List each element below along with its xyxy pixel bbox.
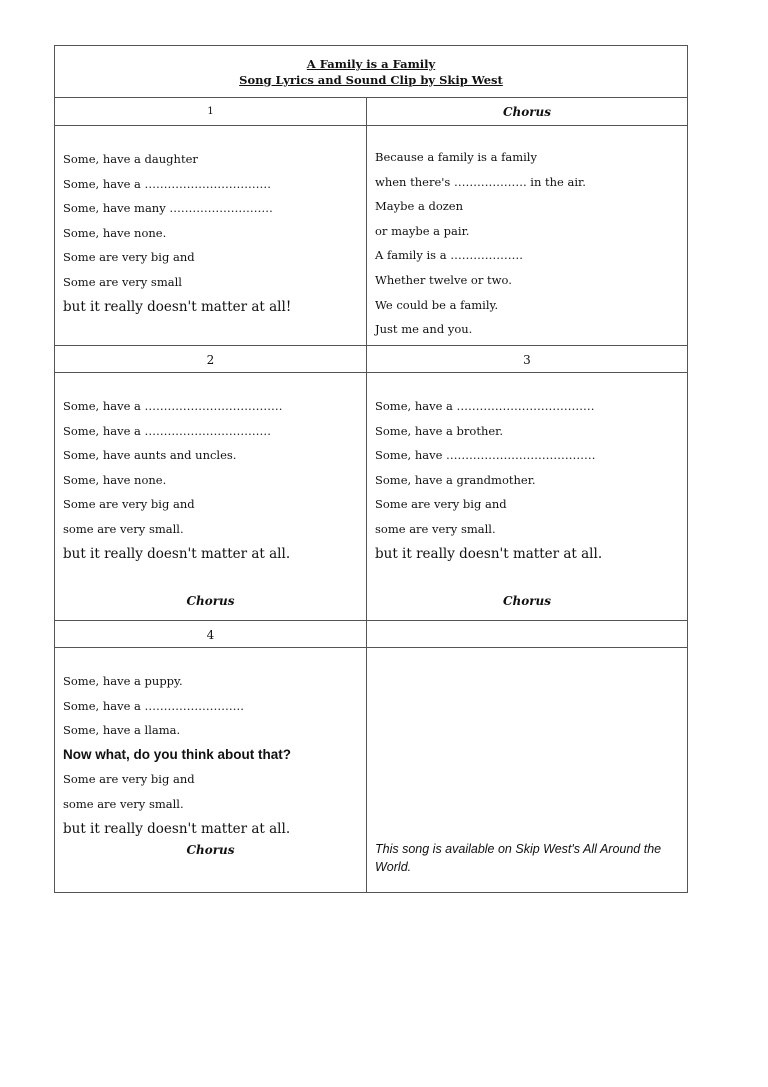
lyric-line: Some, have a ………………………………	[375, 399, 595, 413]
title-block	[55, 46, 687, 98]
lyric-line: Some, have many ………………………	[63, 201, 273, 216]
lyric-line: Some, have none.	[63, 225, 167, 240]
lyric-line: Some, have a ……………………………	[63, 423, 272, 438]
lyric-line: but it really doesn't matter at all!	[63, 298, 292, 315]
lyric-line: Now what, do you think about that?	[63, 746, 291, 762]
content-row-3	[55, 648, 687, 892]
chorus-lyrics	[367, 126, 687, 345]
lyric-line: A family is a ……………….	[375, 248, 523, 263]
verse-4-number: 4	[55, 621, 367, 648]
verse-4	[55, 648, 367, 892]
song-title: A Family is a Family	[306, 56, 436, 71]
lyric-line: but it really doesn't matter at all.	[375, 545, 603, 562]
lyric-line: Some are very big and	[63, 497, 195, 512]
lyric-line: Some, have a puppy.	[63, 674, 183, 688]
lyric-line: We could be a family.	[375, 297, 499, 312]
header-row-3	[55, 621, 687, 648]
lyric-line: Some, have a ……………………………	[63, 176, 272, 191]
verse-1-number: 1	[55, 98, 367, 125]
chorus-heading: Chorus	[502, 104, 552, 119]
chorus-label: Chorus	[186, 594, 235, 609]
lyric-line: when there's ………………. in the air.	[375, 174, 586, 189]
lyric-line: but it really doesn't matter at all.	[63, 820, 291, 837]
empty-header-cell	[367, 621, 687, 648]
verse-3	[367, 373, 687, 620]
song-credit: Song Lyrics and Sound Clip by Skip West	[239, 72, 503, 87]
note-cell	[367, 648, 687, 892]
lyrics-table	[54, 45, 688, 893]
header-row-1	[55, 98, 687, 126]
lyric-line: Some are very small	[63, 274, 182, 289]
lyric-line: Some, have a ………………………………	[63, 399, 283, 413]
lyric-line: but it really doesn't matter at all.	[63, 545, 291, 562]
verse-1	[55, 126, 367, 345]
content-row-2	[55, 373, 687, 621]
chorus-label: Chorus	[502, 594, 552, 609]
lyric-line: Some are very big and	[63, 250, 195, 265]
lyric-line: Just me and you.	[375, 322, 473, 337]
lyric-line: Some are very big and	[375, 497, 507, 512]
chorus-label: Chorus	[186, 843, 235, 858]
lyric-line: Some, have a grandmother.	[375, 472, 536, 487]
lyric-line: or maybe a pair.	[375, 223, 470, 238]
verse-2	[55, 373, 367, 620]
lyric-line: Some, have none.	[63, 472, 167, 487]
availability-note: This song is available on Skip West's All Around the World.	[375, 842, 662, 874]
lyric-line: Some, have …………………………………	[375, 448, 596, 463]
lyric-line: Some, have a brother.	[375, 423, 504, 438]
lyric-line: Whether twelve or two.	[375, 272, 512, 287]
header-row-2	[55, 346, 687, 373]
lyric-line: Some, have a ……………………..	[63, 698, 244, 713]
lyric-line: some are very small.	[63, 521, 184, 536]
lyric-line: Some are very big and	[63, 772, 195, 787]
lyric-line: some are very small.	[375, 521, 496, 536]
verse-3-number: 3	[523, 352, 531, 367]
content-row-1	[55, 126, 687, 346]
lyric-line: Maybe a dozen	[375, 199, 464, 214]
lyric-line: Some, have a daughter	[63, 152, 198, 166]
verse-2-number: 2	[55, 346, 367, 373]
lyric-line: Some, have aunts and uncles.	[63, 448, 237, 463]
lyric-line: Some, have a llama.	[63, 723, 181, 738]
lyric-line: some are very small.	[63, 796, 184, 811]
lyric-line: Because a family is a family	[375, 150, 537, 164]
